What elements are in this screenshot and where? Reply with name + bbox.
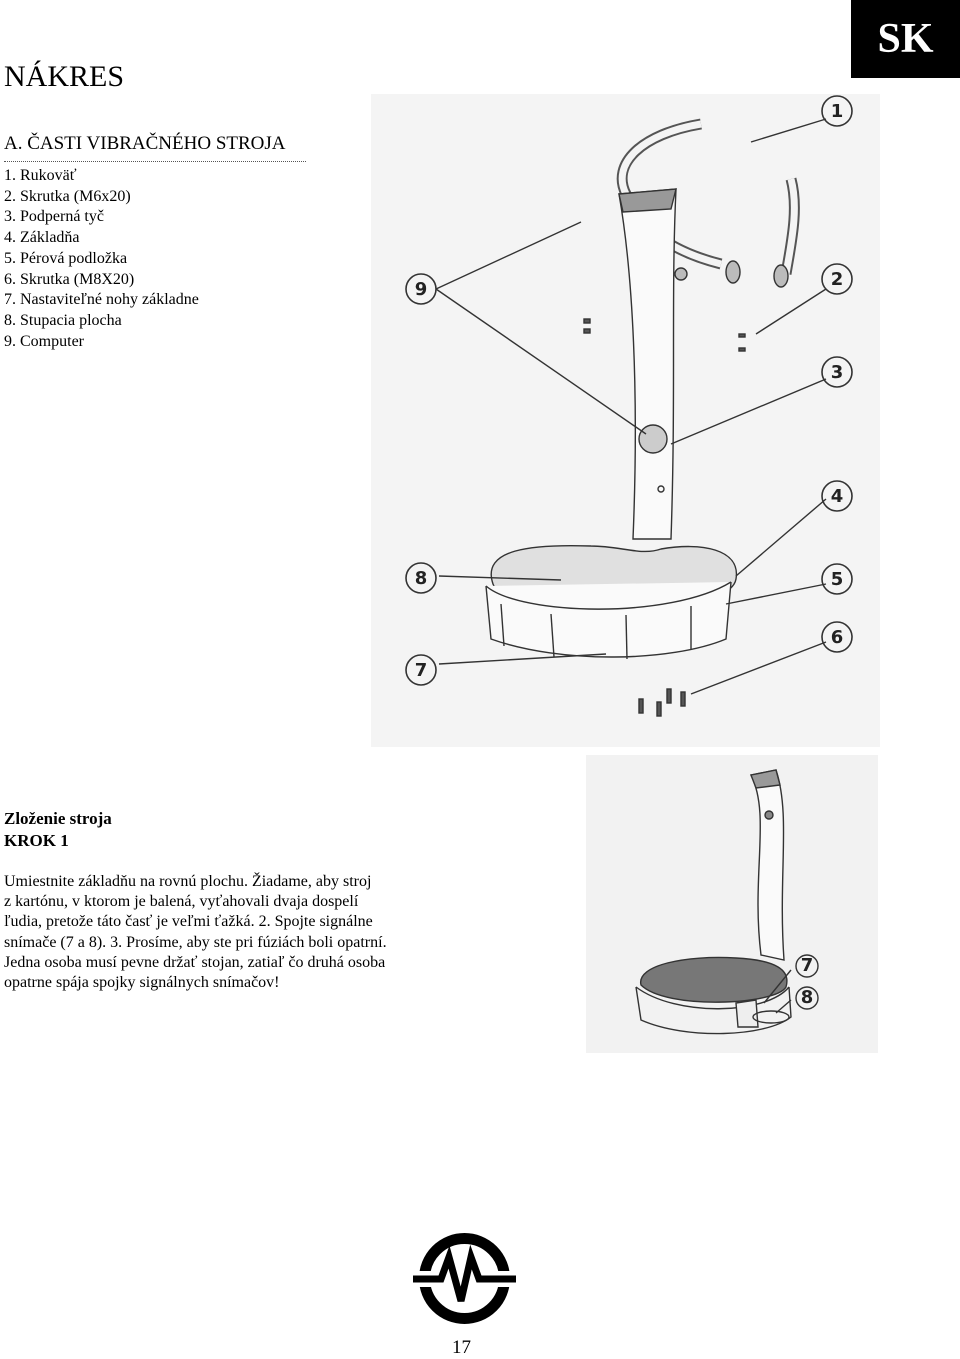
page-title: NÁKRES	[4, 60, 125, 93]
language-badge	[851, 0, 960, 78]
callout-label: 9	[414, 279, 428, 300]
step-instructions	[4, 872, 424, 993]
parts-section-heading: A. ČASTI VIBRAČNÉHO STROJA	[4, 133, 286, 154]
exploded-diagram-drawing	[371, 94, 880, 747]
callout-label: 6	[830, 627, 844, 648]
callout-label: 8	[414, 568, 428, 589]
callout-label: 1	[830, 101, 844, 122]
heading-divider	[4, 161, 306, 162]
list-item: 7. Nastaviteľné nohy základne	[4, 291, 199, 309]
callout-label: 7	[414, 660, 428, 681]
list-item: 4. Základňa	[4, 229, 80, 247]
page-number: 17	[452, 1337, 471, 1358]
list-item: 2. Skrutka (M6x20)	[4, 187, 131, 205]
callout-label: 2	[830, 269, 844, 290]
callout-label: 3	[830, 362, 844, 383]
language-code: SK	[877, 16, 934, 62]
instruction-line: Umiestnite základňu na rovnú plochu. Žiadame, aby stroj	[4, 873, 372, 890]
instruction-line: Jedna osoba musí pevne držať stojan, zatiaľ čo druhá osoba	[4, 953, 386, 971]
instruction-line: ľudia, pretože táto časť je veľmi ťažká. 2. Spojte signálne	[4, 913, 373, 931]
brand-logo	[413, 1231, 516, 1326]
list-item: 9. Computer	[4, 332, 84, 350]
exploded-diagram	[371, 94, 880, 747]
instruction-line: z kartónu, v ktorom je balená, vyťahovali dvaja dospelí	[4, 893, 359, 911]
callout-label: 4	[830, 486, 844, 507]
list-item: 6. Skrutka (M8X20)	[4, 270, 135, 288]
step-title: KROK 1	[4, 831, 69, 850]
list-item: 1. Rukoväť	[4, 167, 77, 184]
step-diagram-drawing	[586, 755, 878, 1053]
list-item: 8. Stupacia plocha	[4, 311, 122, 329]
list-item: 5. Pérová podložka	[4, 249, 128, 267]
assembly-title: Zloženie stroja	[4, 809, 112, 828]
parts-list	[4, 166, 199, 352]
callout-label: 8	[800, 987, 814, 1008]
list-item: 3. Podperná tyč	[4, 208, 104, 226]
instruction-line: snímače (7 a 8). 3. Prosíme, aby ste pri fúziách boli opatrní.	[4, 933, 387, 951]
logo-mark	[413, 1231, 516, 1326]
instruction-line: opatrne spája spojky signálnych snímačov!	[4, 974, 280, 992]
step-diagram	[586, 755, 878, 1053]
callout-label: 7	[800, 955, 814, 976]
callout-label: 5	[830, 569, 844, 590]
